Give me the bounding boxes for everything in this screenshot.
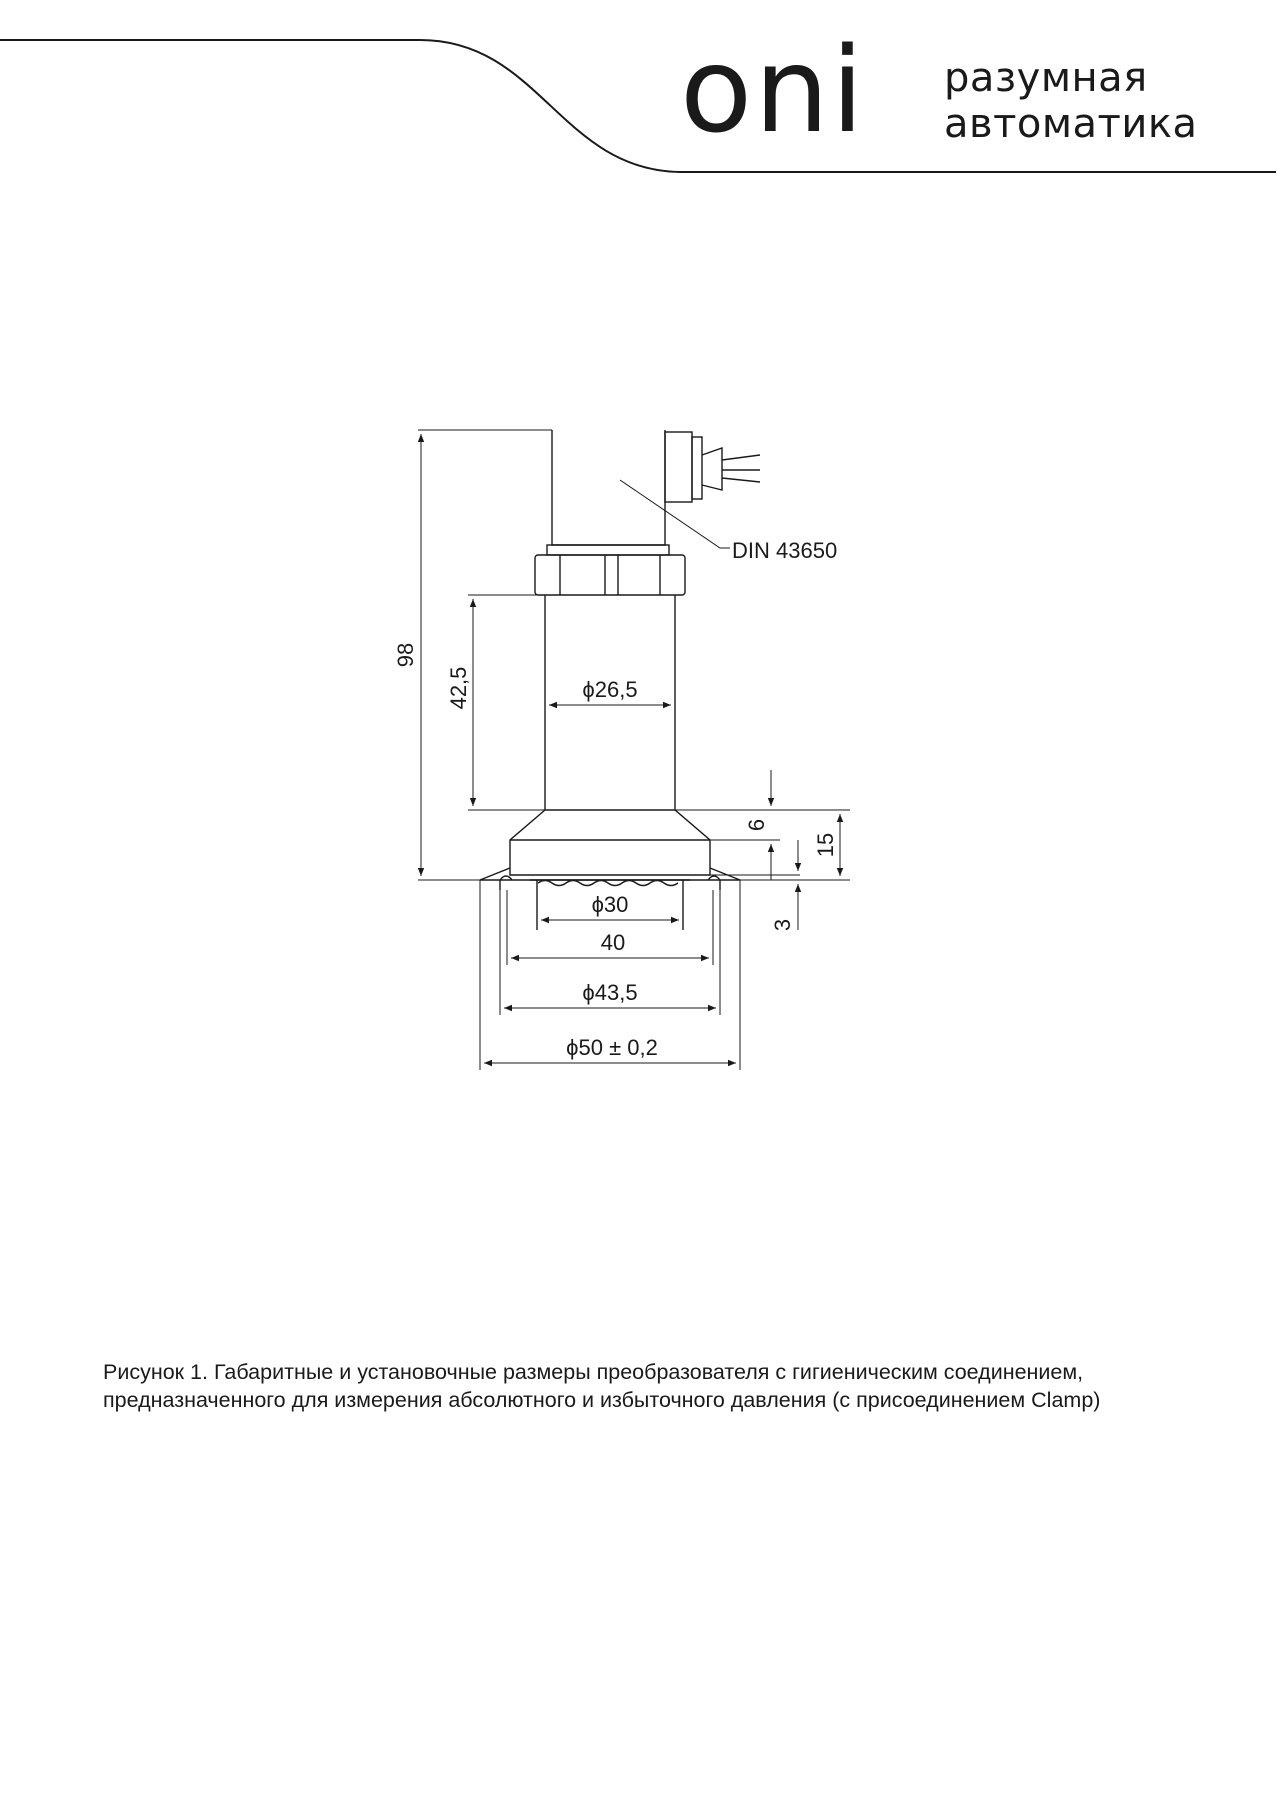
dim-bore-diameter: 30 [603,892,629,917]
dim-seal-diameter: 43,5 [594,980,638,1005]
dim-flange-total-height: 15 [813,832,838,858]
diameter-symbol: ϕ [582,980,595,1005]
figure-caption [103,1358,1223,1414]
diameter-symbol: ϕ [591,892,604,917]
diameter-symbol: ϕ [566,1035,579,1060]
dim-flange-thickness: 3 [770,918,795,932]
dim-collar-height: 6 [744,818,769,832]
dim-total-height: 98 [393,642,418,668]
logo-tagline-line1: разумная [944,55,1148,101]
caption-line1: Рисунок 1. Габаритные и установочные размеры преобразователя с гигиеническим соединением, [103,1360,1084,1384]
dim-flange-diameter-text [566,1035,658,1060]
dim-inner-width: 40 [600,930,626,955]
dim-neck-height: 42,5 [446,666,471,710]
caption-line2: предназначенного для измерения абсолютного и избыточного давления (с присоединением Clamp) [103,1388,1101,1412]
dim-neck-diameter-text [582,677,637,702]
dim-neck-diameter: 26,5 [594,677,638,702]
dimension-lines [418,430,850,1070]
logo-tagline-line2: автоматика [944,101,1198,147]
dim-seal-diameter-text [582,980,637,1005]
diameter-symbol: ϕ [582,677,595,702]
connector-label: DIN 43650 [732,538,838,563]
company-logo: oni [680,21,866,159]
dim-bore-diameter-text [592,892,629,917]
dim-flange-diameter: 50 ± 0,2 [578,1035,658,1060]
